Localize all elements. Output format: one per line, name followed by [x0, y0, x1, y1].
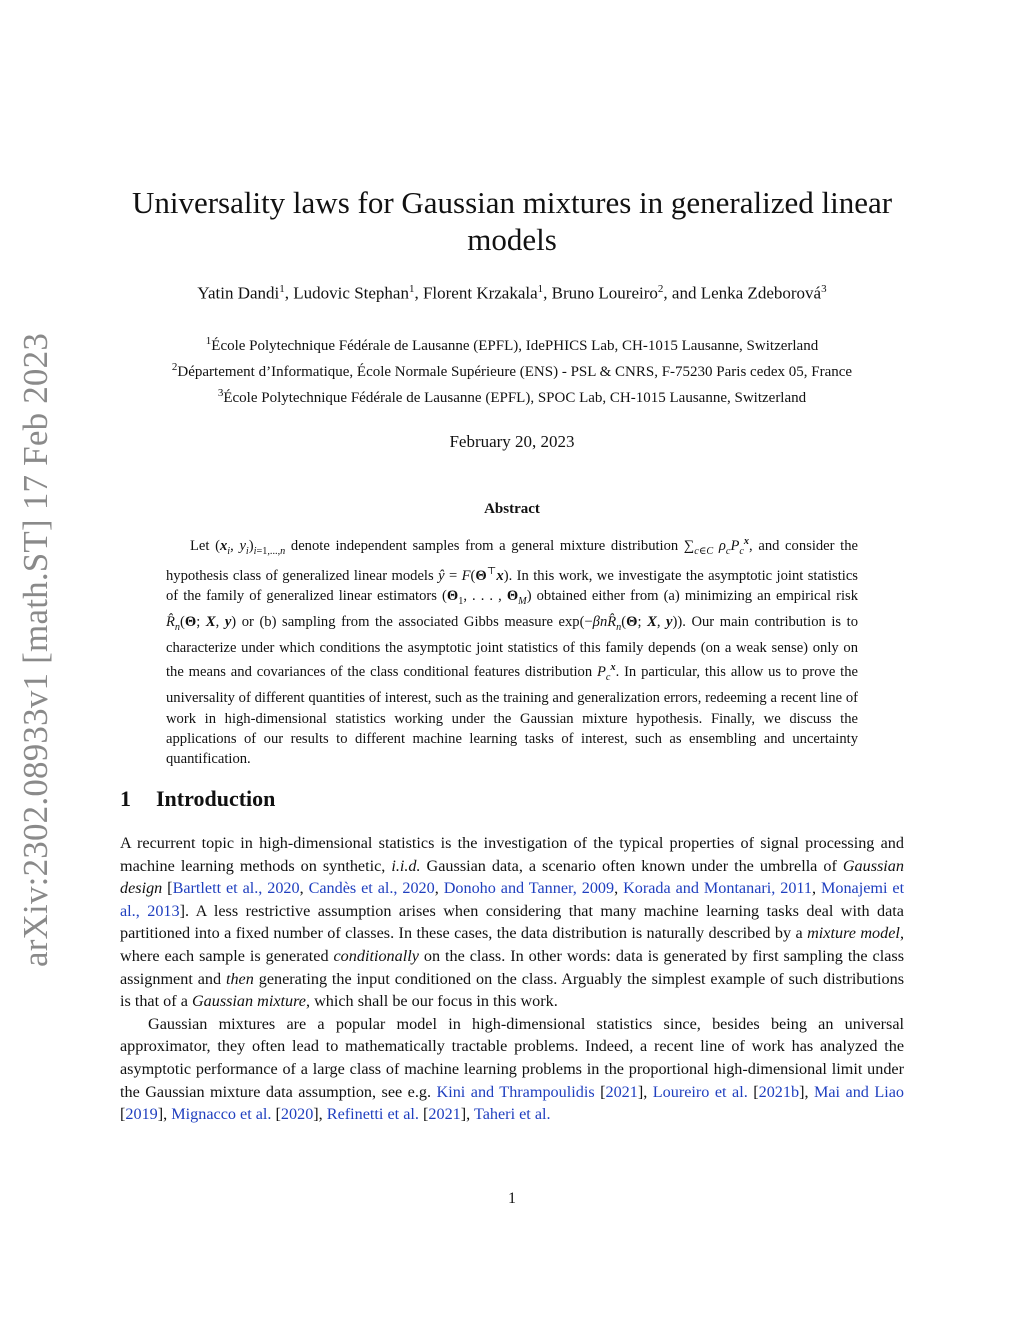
citation-link[interactable]: Donoho and Tanner, 2009 [443, 879, 615, 898]
citation-year-link[interactable]: 2021b [758, 1082, 800, 1101]
body-text: [ [162, 879, 173, 898]
inline-math: ($x_i$, $y_i)_{i=1,...,n}$ [215, 537, 286, 557]
author-separator: , and [663, 283, 701, 303]
inline-math: $\sum_{c\in C}$ $\rho_cP_c^x$ [683, 536, 750, 557]
paper-title [120, 184, 904, 258]
author-separator: , [414, 283, 423, 303]
author-name: Florent Krzakala [422, 283, 538, 303]
emphasis-text: then [225, 969, 254, 988]
body-text: , which shall be our focus in this work. [306, 992, 558, 1011]
citation-link[interactable]: Loureiro et al. [652, 1082, 748, 1101]
citation-link[interactable]: Refinetti et al. [326, 1105, 419, 1124]
abstract-text: denote independent samples from a general mixture distribution [285, 537, 684, 554]
abstract-paragraph [166, 532, 858, 769]
affiliation-number: 3 [217, 387, 224, 399]
page-number: 1 [508, 1190, 516, 1207]
affiliation-text: Département d’Informatique, École Normale Supérieure (ENS) - PSL & CNRS, F-75230 Paris cedex 05, France [177, 364, 853, 380]
affiliation [110, 357, 914, 383]
body-text: , where each sample is generated [120, 924, 904, 965]
citation-link[interactable]: Kini and Thrampoulidis [436, 1082, 595, 1101]
abstract-text: , and consider the hypothesis class of generalized linear models [166, 537, 858, 584]
inline-math: $\exp(-\beta nR̂_n(\Theta$; X, y)) [558, 614, 683, 634]
citation-link[interactable]: Korada and Montanari, 2011 [623, 879, 812, 898]
affiliation-list [110, 331, 914, 409]
author-list [120, 283, 904, 304]
inline-math: ($\Theta_1$, . . . , $\Theta_M$) [442, 588, 532, 607]
author-affiliation-mark: 1 [537, 283, 544, 295]
title-line-1: Universality laws for Gaussian mixtures in generalized linear [131, 185, 893, 220]
body-text: Gaussian mixtures are a popular model in high-dimensional statistics since, besides being an universal approximator, they often lead to mathematically tractable problems. Indeed, a recent line of work has analyzed the asymptotic performance of a large class of machine learning problems in the proportional high-dimensional limit under the Gaussian mixture data assumption, see e.g. [120, 1014, 904, 1101]
body-text: Gaussian data, a scenario often known under the umbrella of [420, 856, 843, 875]
body-paragraph [120, 832, 904, 1013]
section-heading [120, 786, 275, 812]
author-separator: , [284, 283, 294, 303]
inline-math: ŷ = F(Θ⊤x) [438, 565, 509, 584]
emphasis-text: conditionally [333, 946, 419, 965]
body-text: , [299, 879, 309, 898]
author-name: Yatin Dandi [197, 283, 280, 303]
citation-link[interactable]: Taheri et al. [473, 1105, 551, 1124]
inline-math: $R̂_n(\Theta$; X, y) [166, 614, 237, 634]
citation-year-link[interactable]: 2019 [125, 1105, 158, 1124]
citation-link[interactable]: Candès et al., 2020 [308, 879, 435, 898]
body-text: , [434, 879, 444, 898]
citation-link[interactable]: Bartlett et al., 2020 [172, 879, 300, 898]
emphasis-text: Gaussian mixture [191, 992, 306, 1011]
abstract-text: . Our main contribution is to characterize under which conditions the asymptotic joint statistics of this family depends (on a weak sense) only on the means and covariances of the class conditional features distribution [166, 614, 858, 681]
affiliation-text: École Polytechnique Fédérale de Lausanne (EPFL), IdePHICS Lab, CH-1015 Lausanne, Switzerland [211, 338, 819, 354]
author-separator: , [543, 283, 552, 303]
emphasis-text: mixture model [807, 924, 900, 943]
title-line-2: models [467, 222, 557, 257]
abstract-text: or (b) sampling from the associated Gibbs measure [236, 614, 559, 631]
body-text: A recurrent topic in high-dimensional statistics is the investigation of the typical properties of signal processing and machine learning methods on synthetic, [120, 834, 904, 875]
citation-link[interactable]: Mignacco et al. [171, 1105, 272, 1124]
body-text: on the class. In other words: data is generated by first sampling the class assignment and [120, 946, 905, 988]
inline-math: $P_c^x$ [597, 662, 616, 684]
author-name: Ludovic Stephan [293, 283, 409, 303]
author-name: Lenka Zdeborová [700, 283, 822, 303]
body-text: ]. A less restrictive assumption arises when considering that many machine learning tasks deal with data partitioned into a fixed number of classes. In these cases, the data distribution is naturally described by a [120, 901, 904, 943]
affiliation [110, 331, 914, 357]
body-paragraph: Gaussian mixtures are a popular model in high-dimensional statistics since, besides being an universal approximator, they often lead to mathematically tractable problems. Indeed, a recent line of work has analyzed the asymptotic performance of a large class of machine learning problems in the proportional high-dimensional limit under the Gaussian mixture data assumption, see e.g. Kini and Thrampoulidis [2021], Loureiro et al. [2021b], Mai and Liao [2019], Mignacco et al. [2020], Refinetti et al. [2021], Taheri et al. [120, 1014, 905, 1124]
introduction-body [120, 832, 904, 1126]
abstract-text: . In this work, we investigate the asymptotic joint statistics of the family of generalized linear estimators [166, 567, 858, 605]
citation-year-link[interactable]: 2021 [605, 1082, 638, 1101]
publication-date: February 20, 2023 [449, 432, 575, 451]
citation-link[interactable]: Mai and Liao [813, 1082, 905, 1101]
author-affiliation-mark: 2 [657, 283, 664, 295]
section-title: Introduction [156, 786, 276, 811]
author-name: Bruno Loureiro [551, 283, 658, 303]
author-affiliation-mark: 1 [408, 283, 415, 295]
author-affiliation-mark: 1 [279, 283, 285, 295]
citation-link[interactable]: Monajemi et al., 2013 [120, 879, 905, 920]
body-text: generating the input conditioned on the class. Arguably the simplest example of such distributions is that of a [120, 969, 904, 1011]
abstract-heading: Abstract [484, 501, 540, 517]
citation-year-link[interactable]: 2021 [428, 1105, 461, 1124]
author-affiliation-mark: 3 [821, 283, 827, 295]
abstract-text: obtained either from (a) minimizing an empirical risk [531, 588, 859, 605]
citation-year-link[interactable]: 2020 [280, 1105, 314, 1124]
emphasis-text: i.i.d. [391, 856, 421, 875]
affiliation-text: École Polytechnique Fédérale de Lausanne (EPFL), SPOC Lab, CH-1015 Lausanne, Switzerland [223, 390, 807, 406]
affiliation-number: 2 [171, 361, 178, 373]
arxiv-identifier: arXiv:2302.08933v1 [math.ST] 17 Feb 2023 [16, 332, 55, 968]
abstract-text: . In particular, this allow us to prove the universality of different quantities of interest, such as the training and generalization errors, redeeming a recent line of work in high-dimensional statistics working under the Gaussian mixture hypothesis. Finally, we discuss the applications of our results to different machine learning tasks of interest, such as ensembling and uncertainty quantification. [166, 664, 859, 768]
body-text: , [812, 879, 821, 898]
emphasis-text: Gaussian design [120, 856, 904, 898]
section-number: 1 [120, 786, 131, 811]
abstract-text: Let [190, 537, 216, 554]
affiliation [110, 383, 914, 409]
abstract-body [166, 532, 858, 769]
affiliation-number: 1 [205, 335, 212, 347]
body-text: , [614, 879, 624, 898]
